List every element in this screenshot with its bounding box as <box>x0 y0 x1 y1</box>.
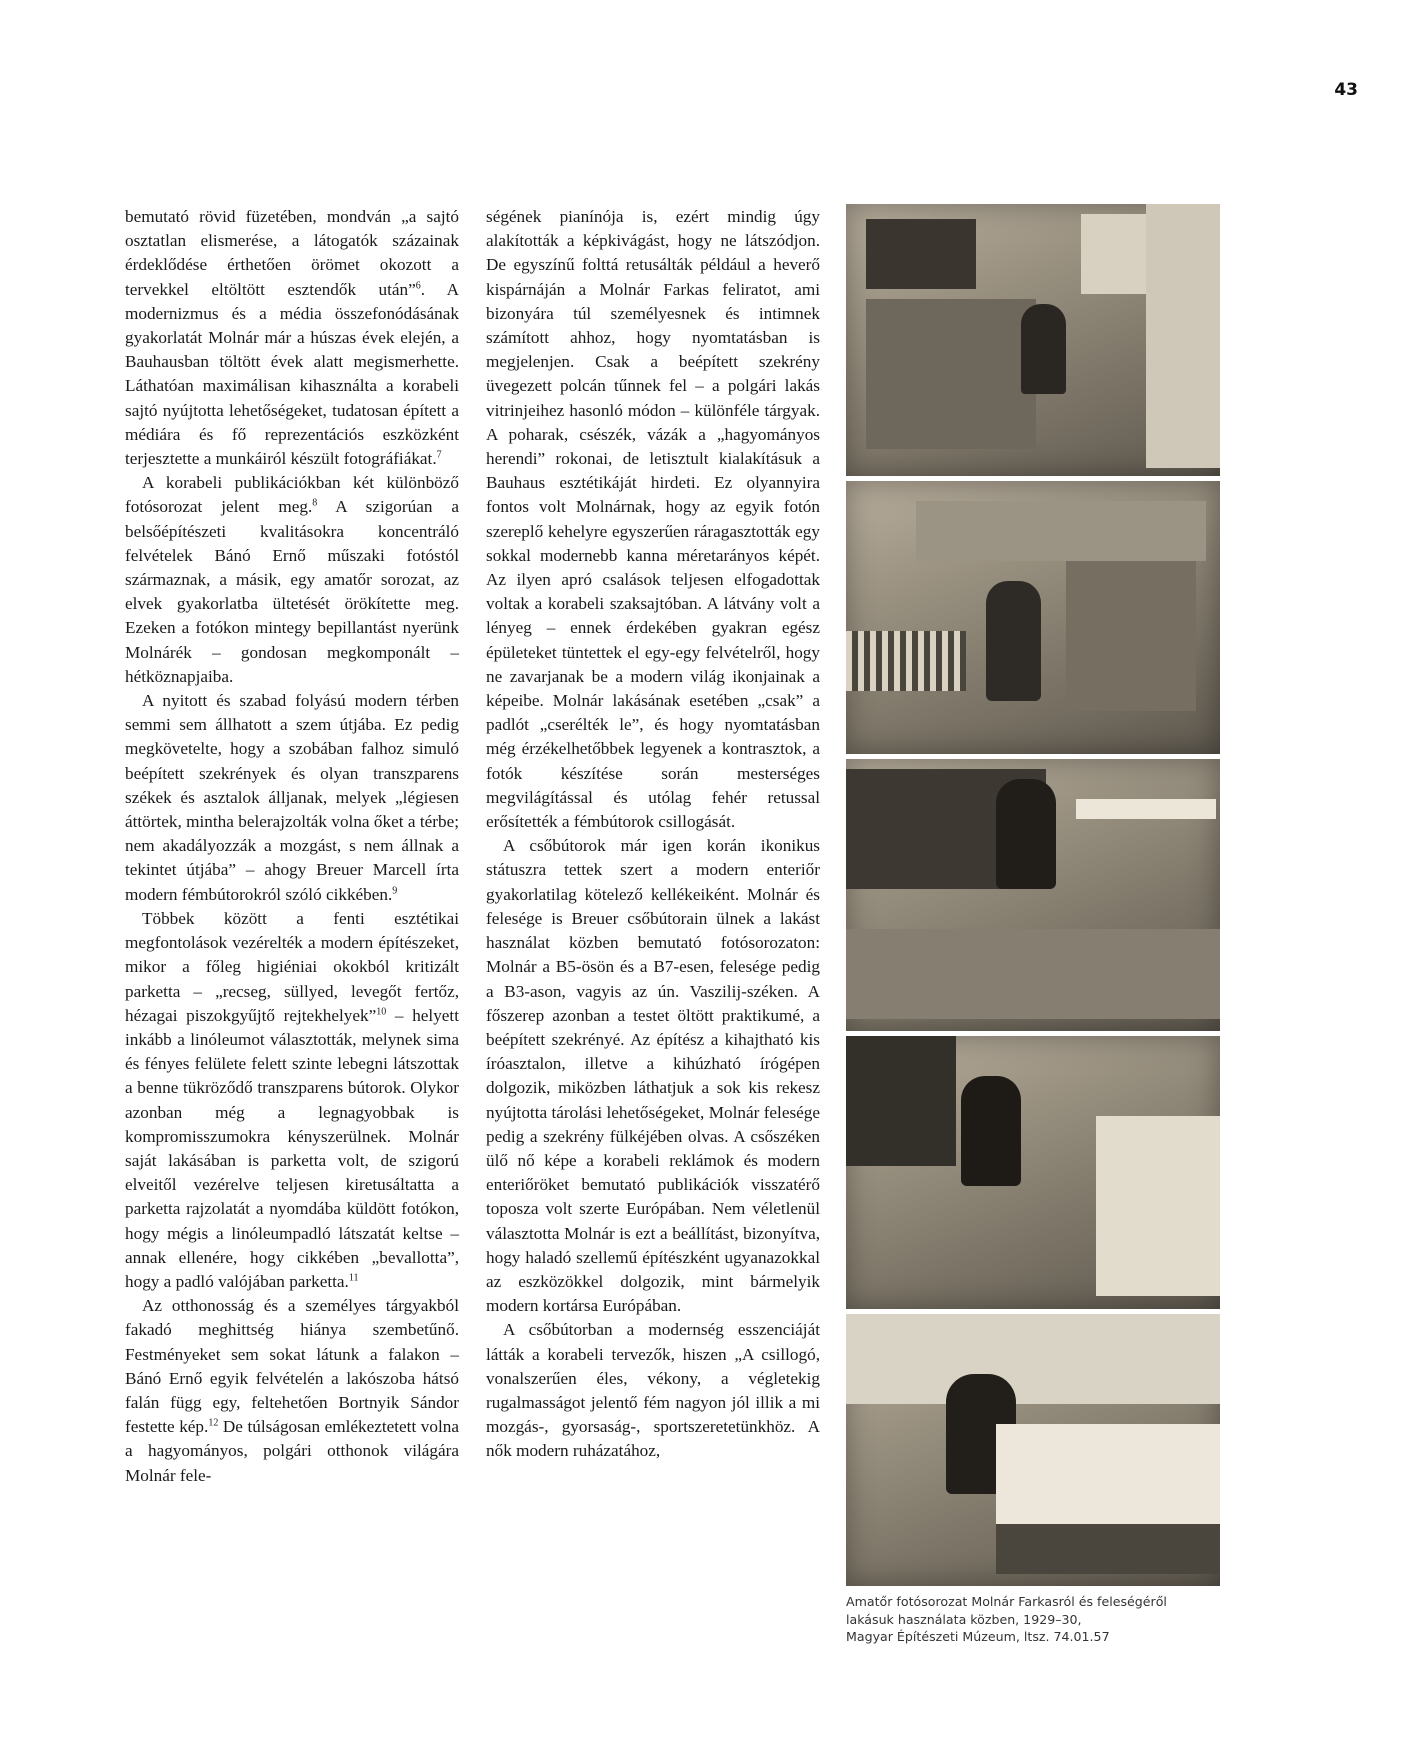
photo-woman-reading-in-niche <box>846 481 1220 753</box>
paragraph: A nyitott és szabad folyású modern térben semmi sem állhatott a szem útjába. Ez pedig megkövetelte, hogy a szobában falhoz simuló beépített szekrények és olyan transzparens székek és asztalok álljanak, melyek „légiesen áttörtek, mintha belerajzolták volna őket a térbe; nem akadályozzák a mozgást, s nem állnak a tekintet útjába” – ahogy Breuer Marcell írta modern fémbútorokról szóló cikkében.$^9$ <box>125 691 459 904</box>
paragraph: Az otthonosság és a személyes tárgyakból fakadó meghittség hiánya szembetűnő. Festményeket sem sokat látunk a falakon – Bánó Ernő egyik felvételén a lakószoba hátsó falán függ egy, feltehetően Bortnyik Sándor festette kép.$^{12}$ De túlságosan emlékeztetett volna a hagyományos, polgári otthonok világára Molnár fele- <box>125 1296 459 1485</box>
paragraph: A korabeli publikációkban két különböző fotósorozat jelent meg.$^8$ A szigorúan a belsőépítészeti kvalitásokra koncentráló felvételek Bánó Ernő műszaki fotóstól származnak, a másik, egy amatőr sorozat, az elvek gyakorlatba ültetését örökítette meg. Ezeken a fotókon mintegy bepillantást nyerünk Molnárék – gondosan megkomponált – hétköznapjaiba. <box>125 473 459 686</box>
photo-strip <box>846 204 1220 1586</box>
page-number: 43 <box>1334 80 1358 100</box>
paragraph: A csőbútorban a modernség esszenciáját látták a korabeli tervezők, hiszen „A csillogó, vonalszerűen éles, vékony, a végletekig rugalmasságot jelentő fém nagyon jól illik a mi mozgás-, gyorsaság-, sportszeretetünkhöz. A nők modern ruházatához, <box>486 1320 820 1461</box>
photo-caption: Amatőr fotósorozat Molnár Farkasról és feleségéről lakásuk használata közben, 1929–30, Magyar Építészeti Múzeum, ltsz. 74.01.57 <box>846 1594 1167 1645</box>
text-column-left <box>125 205 459 1488</box>
photo-man-at-drawing-table <box>846 1314 1220 1586</box>
photo-man-at-writing-desk <box>846 1036 1220 1308</box>
paragraph: bemutató rövid füzetében, mondván „a sajtó osztatlan elismerése, a látogatók százainak érdeklődése érthetően örömet okozott a tervekkel eltöltött esztendők után”$^6$. A modernizmus és a média összefonódásának gyakorlatát Molnár már a húszas évek elején, a Bauhausban töltött évek alatt megismerhette. Láthatóan maximálisan kihasználta a korabeli sajtó nyújtotta lehetőségeket, tudatosan épített a médiára és fő reprezentációs eszközként terjesztette a munkáiról készült fotográfiákat.$^7$ <box>125 207 459 469</box>
text-column-middle <box>486 205 820 1464</box>
photo-man-at-desk-shelves <box>846 204 1220 476</box>
paragraph: A csőbútorok már igen korán ikonikus státuszra tettek szert a modern enteriőr gyakorlatilag kötelező kellékeiként. Molnár és felesége is Breuer csőbútorain ülnek a lakást használat közben bemutató fotósorozaton: Molnár a B5-ösön és a B7-esen, felesége pedig a B3-ason, vagyis az ún. Vaszilij-széken. A főszerep azonban a testet öltött praktikumé, a beépített szekrényé. Az építész a kihajtható kis íróasztalon, illetve a kihúzható írógépen dolgozik, miközben láthatjuk a sok kis rekesz nyújtotta tárolási lehetőségeket, Molnár felesége pedig a szekrény fülkéjében olvas. A csőszéken ülő nő képe a korabeli reklámok és modern enteriőröket bemutató publikációk visszatérő toposza volt szerte Európában. Nem véletlenül választotta Molnár is ezt a beállítást, bizonyítva, hogy haladó szellemű építészként ugyanazokkal az eszközökkel dolgozik, mint bármelyik modern kortársa Európában. <box>486 836 820 1316</box>
paragraph: Többek között a fenti esztétikai megfontolások vezérelték a modern építészeket, mikor a főleg higiéniai okokból kritizált parketta – „recseg, süllyed, levegőt fertőz, hézagai piszokgyűjtő rejtekhelyek”$^{10}$ – helyett inkább a linóleumot választották, melynek sima és fényes felülete felett szinte lebegni látszottak a benne tükröződő transzparens bútorok. Olykor azonban még a legnagyobbak is kompromisszumokra kényszerülnek. Molnár saját lakásában is parketta volt, de szigorú elveitől vezérelve teljesen kiretusáltatta a parketta rajzolatát a nyomdába küldött fotókon, hogy mégis a linóleumpadló látszatát keltse – annak ellenére, hogy cikkében „bevallotta”, hogy a padló valójában parketta.$^{11}$ <box>125 908 459 1291</box>
paragraph: ségének pianínója is, ezért mindig úgy alakították a képkivágást, hogy ne látszódjon. De egyszínű folttá retusálták például a heverő kispárnáján a Molnár Farkas feliratot, ami bizonyára túl személyesnek és intimnek számított ahhoz, hogy nyomtatásban is megjelenjen. Csak a beépített szekrény üvegezett polcán tűnnek fel – a polgári lakás vitrinjeihez hasonló módon – különféle tárgyak. A poharak, csészék, vázák a „hagyományos herendi” rokonai, de letisztult kialakításuk a Bauhaus esztétikáját hirdeti. Ez olyannyira fontos volt Molnárnak, hogy az egyik fotón szereplő kehelyre egyszerűen ráragasztották egy sokkal modernebb kanna méretarányos képét. Az ilyen apró csalások teljesen elfogadottak voltak a korabeli szaksajtóban. A látvány volt a lényeg – ennek érdekében gyakran egész épületeket tüntettek el egy-egy felvételről, hogy ne zavarjanak be a modern világ ikonjainak a képeibe. Molnár lakásának esetében „csak” a padlót „cserélték le”, és hogy nyomtatásban még érzékelhetőbbek legyenek a kontrasztok, a fotók készítése során mesterséges megvilágítással és utólag fehér retussal erősítették a fémbútorok csillogását. <box>486 207 820 832</box>
photo-man-at-typewriter <box>846 759 1220 1031</box>
